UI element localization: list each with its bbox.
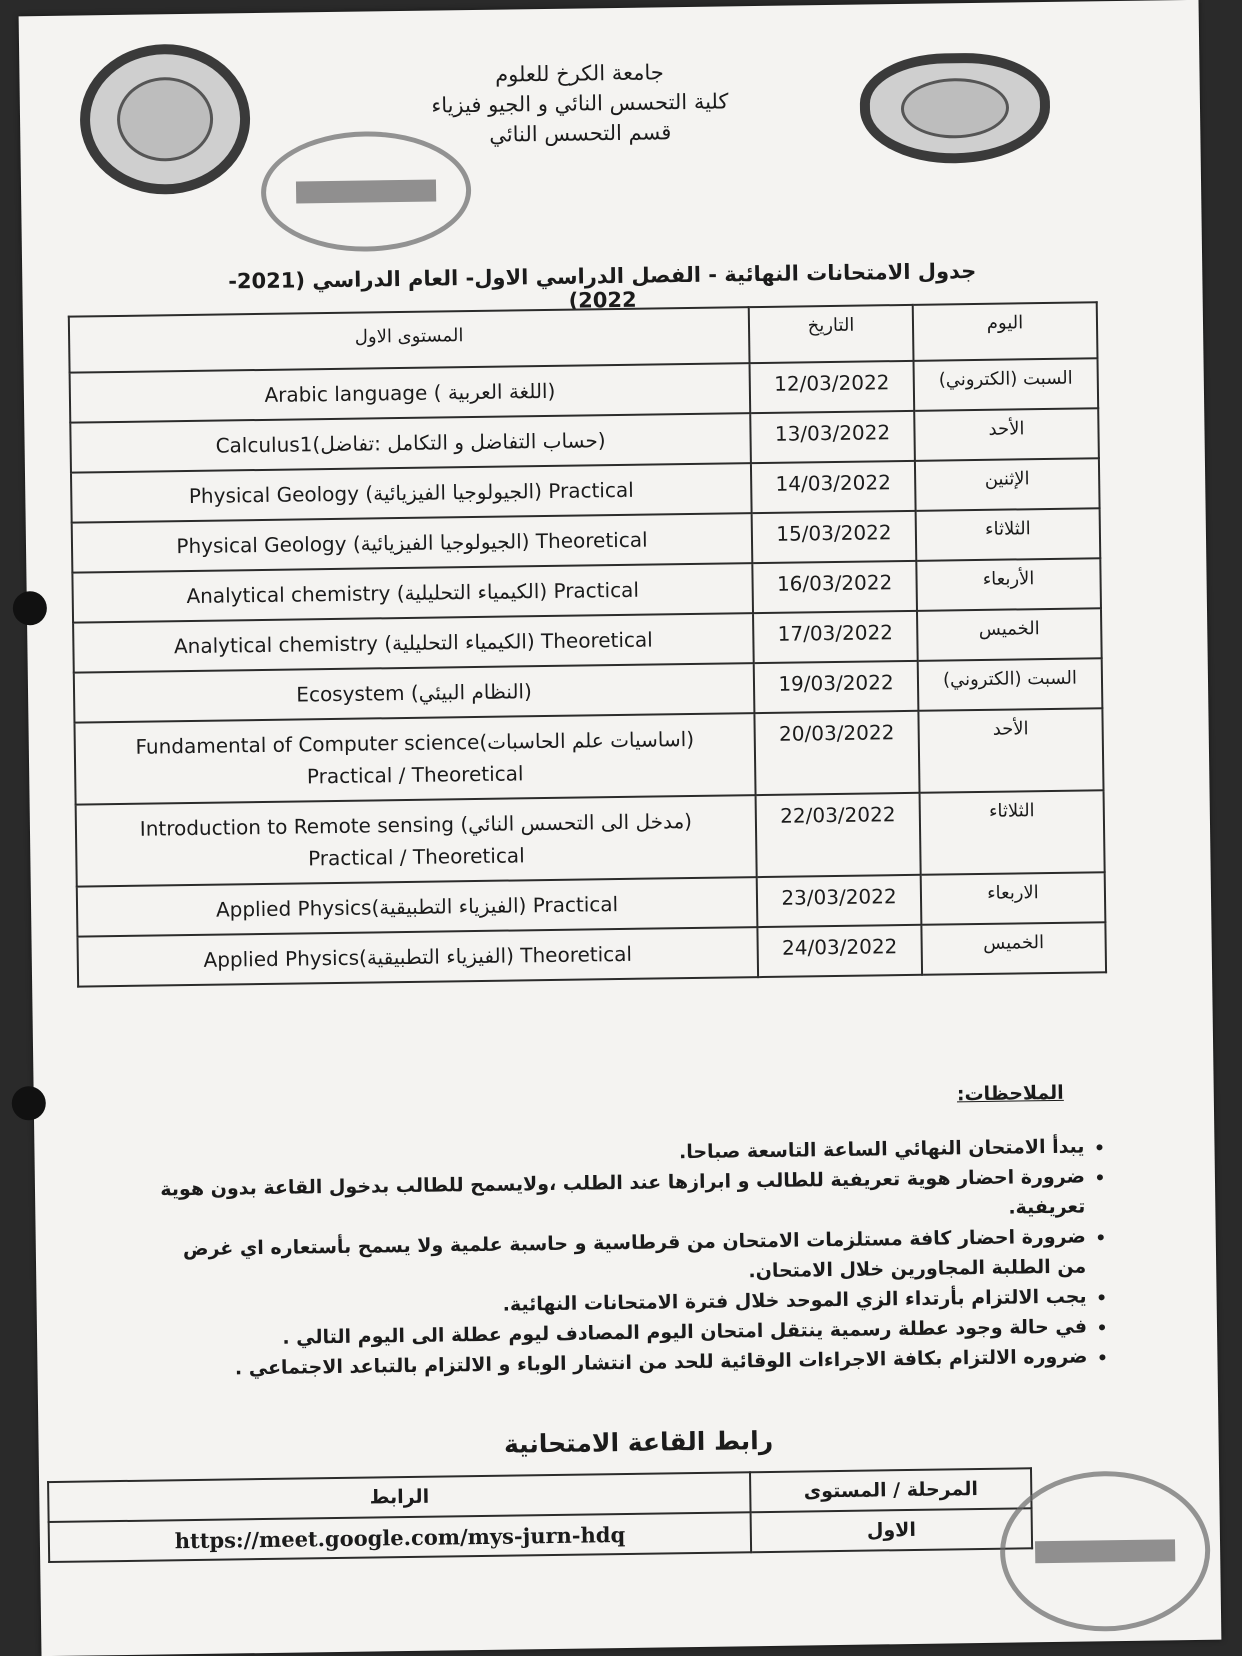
subject-cell: Ecosystem (النظام البيئي) xyxy=(74,663,755,722)
date-cell: 24/03/2022 xyxy=(757,925,922,977)
college-seal-icon xyxy=(79,43,251,195)
subject-cell: Physical Geology (الجيولوجيا الفيزيائية) Practical xyxy=(71,463,752,522)
date-cell: 12/03/2022 xyxy=(750,361,915,413)
notes-label: الملاحظات: xyxy=(956,1081,1064,1106)
subject-cell: Analytical chemistry (الكيمياء التحليلية) Practical xyxy=(72,563,753,622)
table-row xyxy=(76,790,1105,886)
day-cell: الاربعاء xyxy=(921,872,1106,925)
header-link: الرابط xyxy=(48,1472,751,1522)
link-section-title: رابط القاعة الامتحانية xyxy=(503,1425,774,1459)
header-stage-level: المرحلة / المستوى xyxy=(750,1468,1031,1512)
notes-list xyxy=(154,1131,1115,1384)
institution-header xyxy=(379,56,780,152)
day-cell: الخميس xyxy=(921,922,1106,975)
subject-cell: Analytical chemistry (الكيمياء التحليلية) Theoretical xyxy=(73,613,754,672)
day-cell: السبت (الكتروني) xyxy=(918,658,1103,711)
header-day: اليوم xyxy=(913,302,1098,361)
header-date: التاريخ xyxy=(749,305,914,363)
table-row xyxy=(74,708,1103,804)
subject-cell: Arabic language ( اللغة العربية) xyxy=(70,363,751,422)
day-cell: الأحد xyxy=(914,408,1099,461)
university-seal-icon xyxy=(859,52,1051,165)
day-cell: الخميس xyxy=(917,608,1102,661)
list-item: • يبدأ الامتحان النهائي الساعة التاسعة صباحا. xyxy=(154,1132,1084,1175)
university-name: جامعة الكرخ للعلوم xyxy=(494,60,664,87)
exam-link-table xyxy=(47,1467,1033,1563)
subject-cell: Applied Physics(الفيزياء التطبيقية) Practical xyxy=(77,877,758,936)
day-cell: السبت (الكتروني) xyxy=(914,358,1099,411)
subject-cell: Fundamental of Computer science(اساسيات علم الحاسبات) Practical / Theoretical xyxy=(74,713,755,804)
date-cell: 15/03/2022 xyxy=(752,511,917,563)
date-cell: 22/03/2022 xyxy=(756,793,921,877)
date-cell: 20/03/2022 xyxy=(754,711,919,795)
stage-level-cell: الاول xyxy=(751,1508,1032,1552)
document-page xyxy=(19,0,1222,1656)
department-name: قسم التحسس النائي xyxy=(489,120,672,147)
list-item: • ضرورة احضار كافة مستلزمات الامتحان من قرطاسية و حاسبة علمية ولا يسمح بأستعاره اي غرض من الطلبة المجاورين خلال الامتحان. xyxy=(156,1222,1087,1295)
day-cell: الأحد xyxy=(918,708,1103,793)
day-cell: الثلاثاء xyxy=(916,508,1101,561)
header-level: المستوى الاول xyxy=(69,307,750,372)
list-item: • يجب الالتزام بأرتداء الزي الموحد خلال فترة الامتحانات النهائية. xyxy=(156,1282,1086,1325)
date-cell: 23/03/2022 xyxy=(757,875,922,927)
subject-cell: Physical Geology (الجيولوجيا الفيزيائية) Theoretical xyxy=(72,513,753,572)
meet-link[interactable]: https://meet.google.com/mys-jurn-hdq xyxy=(49,1512,752,1562)
day-cell: الإثنين xyxy=(915,458,1100,511)
date-cell: 19/03/2022 xyxy=(754,661,919,713)
exam-schedule-table xyxy=(68,301,1107,987)
date-cell: 14/03/2022 xyxy=(751,461,916,513)
college-name: كلية التحسس النائي و الجيو فيزياء xyxy=(431,89,729,118)
date-cell: 17/03/2022 xyxy=(753,611,918,663)
list-item: • ضرورة احضار هوية تعريفية للطالب و ابرازها عند الطلب ،ولايسمح للطالب بدخول القاعة بدون هوية تعريفية. xyxy=(155,1162,1086,1235)
subject-cell: Introduction to Remote sensing (مدخل الى التحسس النائي) Practical / Theoretical xyxy=(76,795,757,886)
day-cell: الأربعاء xyxy=(916,558,1101,611)
punch-hole-icon xyxy=(13,591,47,625)
punch-hole-icon xyxy=(12,1086,46,1120)
list-item: • في حالة وجود عطلة رسمية ينتقل امتحان اليوم المصادف ليوم عطلة الى اليوم التالي . xyxy=(157,1312,1087,1355)
subject-cell: Calculus1(حساب التفاضل و التكامل :تفاضل) xyxy=(70,413,751,472)
date-cell: 16/03/2022 xyxy=(752,561,917,613)
list-item: • ضروره الالتزام بكافة الاجراءات الوقائية للحد من انتشار الوباء و الالتزام بالتباعد الاجتماعي . xyxy=(157,1342,1087,1385)
schedule-title: جدول الامتحانات النهائية - الفصل الدراسي الاول- العام الدراسي (2021-2022) xyxy=(228,258,977,313)
date-cell: 13/03/2022 xyxy=(750,411,915,463)
exam-committee-stamp-icon xyxy=(999,1470,1211,1633)
subject-cell: Applied Physics(الفيزياء التطبيقية) Theoretical xyxy=(77,927,758,986)
day-cell: الثلاثاء xyxy=(920,790,1105,875)
